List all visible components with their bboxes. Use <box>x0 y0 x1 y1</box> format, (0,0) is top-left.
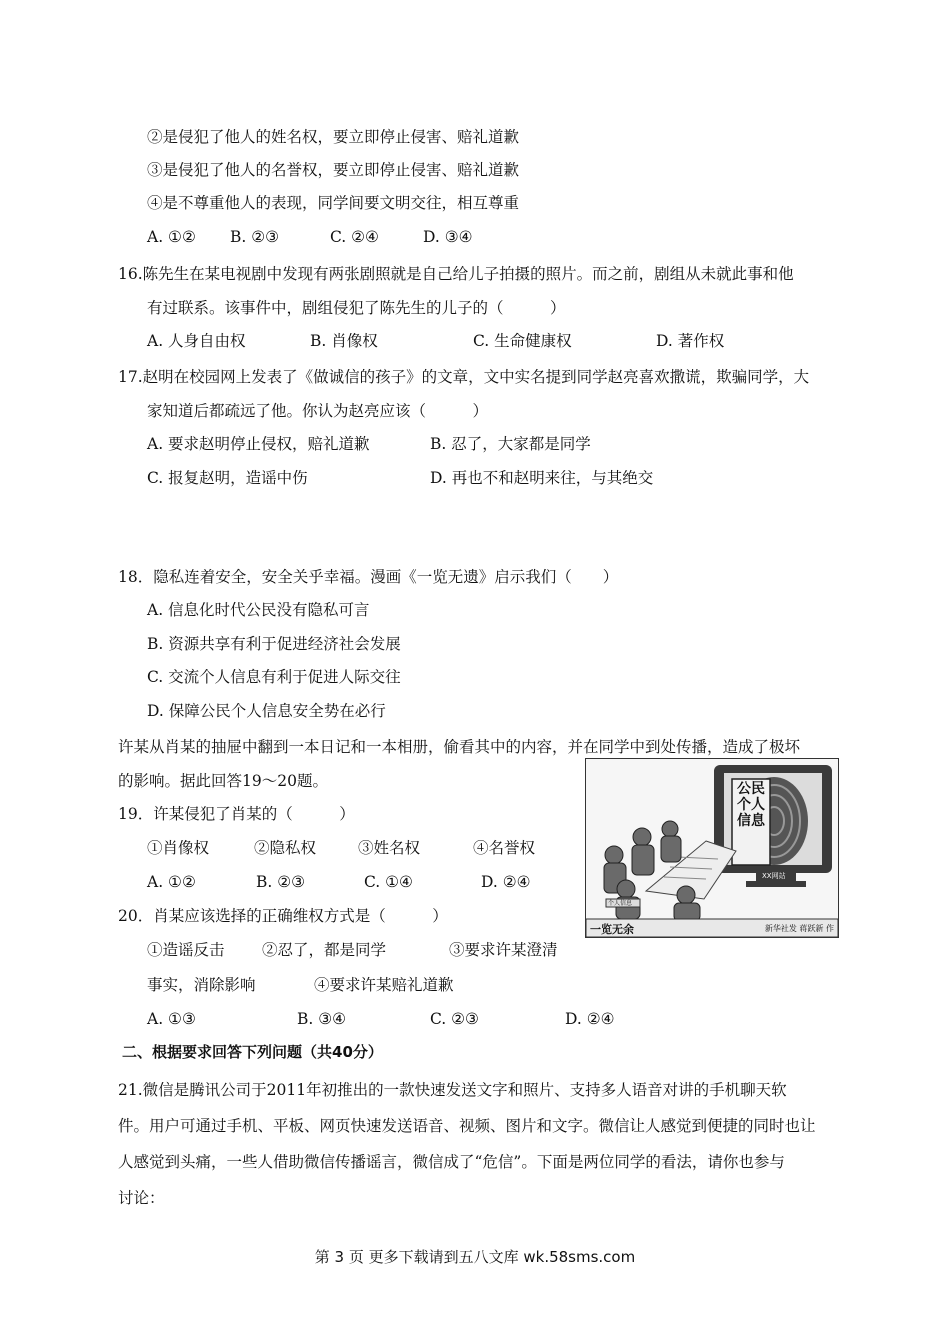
cartoon-site-label: XX网站 <box>762 872 786 880</box>
q16-stem-line1: 16.陈先生在某电视剧中发现有两张剧照就是自己给儿子拍摄的照片。而之前，剧组从未就此事和他 <box>118 265 794 283</box>
q18-choice-a: A. 信息化时代公民没有隐私可言 <box>147 601 370 619</box>
q19-choice-b: B. ②③ <box>256 873 306 891</box>
cartoon-screen-text: 公民个人信息 <box>737 781 765 829</box>
q15-choice-c: C. ②④ <box>330 228 379 246</box>
material-line2: 的影响。据此回答19～20题。 <box>118 772 328 790</box>
q17-choice-c: C. 报复赵明，造谣中伤 <box>147 469 308 487</box>
q20-item-1: ①造谣反击 <box>147 941 225 959</box>
q18-choice-c: C. 交流个人信息有利于促进人际交往 <box>147 668 401 686</box>
q21-line2: 件。用户可通过手机、平板、网页快速发送语音、视频、图片和文字。微信让人感觉到便捷的同时也让 <box>118 1117 816 1135</box>
q17-choice-d: D. 再也不和赵明来往，与其绝交 <box>430 469 654 487</box>
q20-choice-a: A. ①③ <box>147 1010 196 1028</box>
material-line1: 许某从肖某的抽屉中翻到一本日记和一本相册，偷看其中的内容，并在同学中到处传播，造成了极坏 <box>118 738 801 756</box>
q18-choice-b: B. 资源共享有利于促进经济社会发展 <box>147 635 401 653</box>
q21-line1: 21.微信是腾讯公司于2011年初推出的一款快速发送文字和照片、支持多人语音对讲的手机聊天软 <box>118 1081 787 1099</box>
q18-choice-d: D. 保障公民个人信息安全势在必行 <box>147 702 386 720</box>
q17-choice-b: B. 忍了，大家都是同学 <box>430 435 591 453</box>
q16-choice-c: C. 生命健康权 <box>473 332 572 350</box>
q16-choice-a: A. 人身自由权 <box>147 332 246 350</box>
q17-stem-line1: 17.赵明在校园网上发表了《做诚信的孩子》的文章，文中实名提到同学赵亮喜欢撒谎，欺骗同学，大 <box>118 368 810 386</box>
q16-choice-d: D. 著作权 <box>656 332 725 350</box>
q16-choice-b: B. 肖像权 <box>310 332 378 350</box>
q20-item-3: ③要求许某澄清 <box>449 941 558 959</box>
q18-stem: 18．隐私连着安全，安全关乎幸福。漫画《一览无遗》启示我们（ ） <box>118 568 619 586</box>
q16-stem-line2: 有过联系。该事件中，剧组侵犯了陈先生的儿子的（ ） <box>147 299 566 317</box>
q21-line3: 人感觉到头痛，一些人借助微信传播谣言，微信成了“危信”。下面是两位同学的看法，请你也参与 <box>118 1153 785 1171</box>
q20-choice-d: D. ②④ <box>565 1010 615 1028</box>
q15-option-4: ④是不尊重他人的表现，同学间要文明交往，相互尊重 <box>147 194 520 212</box>
q19-item-2: ②隐私权 <box>254 839 317 857</box>
cartoon-folder-label: 个人信息 <box>608 900 633 907</box>
q19-item-4: ④名誉权 <box>473 839 536 857</box>
section-2-heading: 二、根据要求回答下列问题（共40分） <box>122 1043 383 1061</box>
q20-choice-c: C. ②③ <box>430 1010 479 1028</box>
q19-choice-d: D. ②④ <box>481 873 531 891</box>
q20-stem: 20．肖某应该选择的正确维权方式是（ ） <box>118 907 448 925</box>
q20-item-2: ②忍了，都是同学 <box>262 941 387 959</box>
q15-choice-a: A. ①② <box>147 228 196 246</box>
q19-choice-a: A. ①② <box>147 873 196 891</box>
q15-option-2: ②是侵犯了他人的姓名权，要立即停止侵害、赔礼道歉 <box>147 128 520 146</box>
q19-stem: 19．许某侵犯了肖某的（ ） <box>118 805 355 823</box>
cartoon-drawing <box>586 759 838 937</box>
q19-choice-c: C. ①④ <box>364 873 413 891</box>
q15-choice-b: B. ②③ <box>230 228 280 246</box>
cartoon-caption: 一览无余 <box>590 923 634 936</box>
q20-item-4: ④要求许某赔礼道歉 <box>314 976 454 994</box>
q19-item-3: ③姓名权 <box>358 839 421 857</box>
q20-item-3-cont: 事实，消除影响 <box>147 976 256 994</box>
q19-item-1: ①肖像权 <box>147 839 210 857</box>
cartoon-credit: 新华社发 蒋跃新 作 <box>764 924 834 933</box>
q17-choice-a: A. 要求赵明停止侵权，赔礼道歉 <box>147 435 370 453</box>
q15-option-3: ③是侵犯了他人的名誉权，要立即停止侵害、赔礼道歉 <box>147 161 520 179</box>
q15-choice-d: D. ③④ <box>423 228 473 246</box>
q20-choice-b: B. ③④ <box>297 1010 347 1028</box>
q17-stem-line2: 家知道后都疏远了他。你认为赵亮应该（ ） <box>147 402 489 420</box>
page-footer: 第 3 页 更多下载请到五八文库 wk.58sms.com <box>314 1248 636 1266</box>
cartoon-illustration <box>585 758 839 938</box>
q21-line4: 讨论： <box>118 1189 165 1207</box>
